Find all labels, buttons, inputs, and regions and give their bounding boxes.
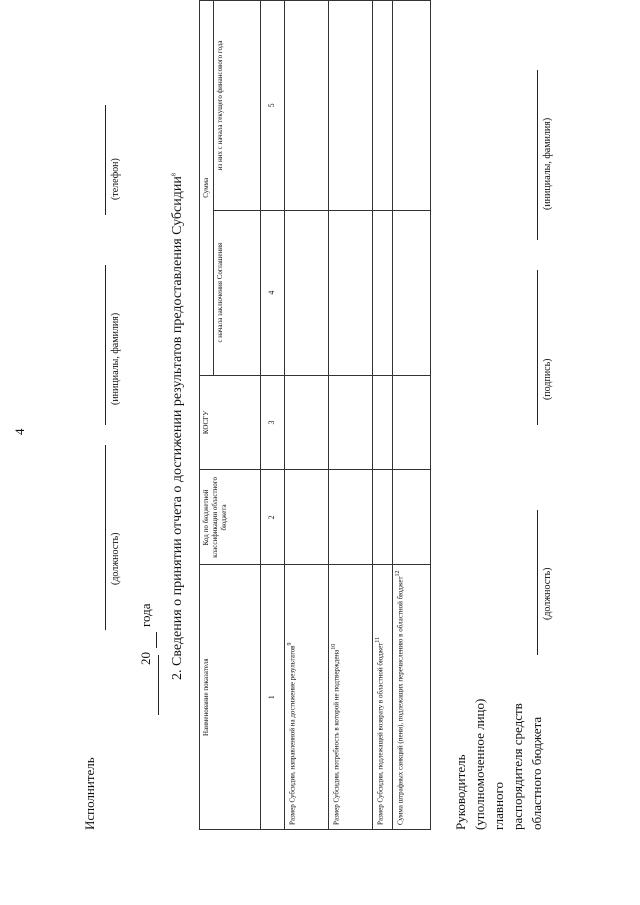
header-budget-code: Код по бюджетной классификации областного бюджета xyxy=(200,470,261,565)
table-cell xyxy=(284,470,328,565)
table-cell xyxy=(284,1,328,211)
row-note: 9 xyxy=(286,642,293,646)
row-label-text: Размер Субсидии, подлежащей возврату в областной бюджет xyxy=(376,642,385,825)
page-number: 4 xyxy=(12,428,27,435)
header-sum-since-agreement: с начала заключения Соглашения xyxy=(213,210,260,375)
head-line: (уполномоченное лицо) xyxy=(472,698,487,830)
head-line: главного xyxy=(491,781,506,830)
row-note: 11 xyxy=(374,636,381,643)
row-label-text: Размер Субсидии, направленной на достижение результатов xyxy=(288,645,297,825)
head-block xyxy=(451,699,546,830)
executor-label: Исполнитель xyxy=(82,757,97,830)
table-column-numbers-row xyxy=(260,1,284,830)
section-title xyxy=(170,173,186,680)
row-label-text: Размер Субсидии, потребность в которой не подтверждена xyxy=(332,649,341,825)
header-kosgu: КОСГУ xyxy=(200,375,261,470)
table-row xyxy=(284,1,328,830)
table-cell xyxy=(392,1,430,211)
head-position-line xyxy=(537,510,538,655)
row-label xyxy=(372,565,392,830)
table-cell xyxy=(392,375,430,470)
header-sum: Сумма xyxy=(200,1,214,376)
table-cell xyxy=(328,210,372,375)
column-number-2: 2 xyxy=(260,470,284,565)
subsidy-report-table xyxy=(199,0,431,830)
column-number-4: 4 xyxy=(260,210,284,375)
table-cell xyxy=(284,375,328,470)
head-name-hint: (инициалы, фамилия) xyxy=(542,117,553,210)
head-name-line xyxy=(537,70,538,240)
table-cell xyxy=(392,210,430,375)
section-title-note: 8 xyxy=(171,173,178,177)
head-signature-hint: (подпись) xyxy=(542,358,553,400)
table-cell xyxy=(284,210,328,375)
executor-phone-line xyxy=(105,105,106,215)
head-line: областного бюджета xyxy=(529,716,544,830)
head-signature-line xyxy=(537,270,538,425)
table-cell xyxy=(372,1,392,211)
table-row xyxy=(372,1,392,830)
header-sum-since-year: из них с начала текущего финансового года xyxy=(213,1,260,211)
table-cell xyxy=(372,375,392,470)
date-day-line xyxy=(158,655,159,715)
table-cell xyxy=(328,375,372,470)
table-cell xyxy=(328,1,372,211)
table-cell xyxy=(372,470,392,565)
table-cell xyxy=(328,470,372,565)
table-row xyxy=(392,1,430,830)
column-number-1: 1 xyxy=(260,565,284,830)
table-cell xyxy=(392,470,430,565)
section-title-text: 2. Сведения о принятии отчета о достижении результатов предоставления Субсидии xyxy=(170,176,185,680)
date-prefix: 20 xyxy=(138,652,153,665)
row-label xyxy=(392,565,430,830)
executor-phone-hint: (телефон) xyxy=(110,158,121,200)
row-label xyxy=(328,565,372,830)
column-number-3: 3 xyxy=(260,375,284,470)
table-cell xyxy=(372,210,392,375)
executor-position-line xyxy=(105,445,106,630)
executor-position-hint: (должность) xyxy=(110,532,121,585)
column-number-5: 5 xyxy=(260,1,284,211)
head-line: Руководитель xyxy=(453,754,468,830)
date-year-line xyxy=(156,632,157,648)
executor-name-line xyxy=(105,265,106,425)
header-indicator: Наименование показателя xyxy=(200,565,261,830)
row-note: 10 xyxy=(330,643,337,650)
row-label xyxy=(284,565,328,830)
executor-name-hint: (инициалы, фамилия) xyxy=(110,312,121,405)
table-row xyxy=(328,1,372,830)
row-note: 12 xyxy=(394,570,401,577)
head-line: распорядителя средств xyxy=(510,703,525,830)
head-position-hint: (должность) xyxy=(542,567,553,620)
table-header-row xyxy=(200,1,214,830)
row-label-text: Сумма штрафных санкций (пени), подлежащих перечислению в областной бюджет xyxy=(396,576,405,825)
date-suffix: года xyxy=(138,603,153,627)
